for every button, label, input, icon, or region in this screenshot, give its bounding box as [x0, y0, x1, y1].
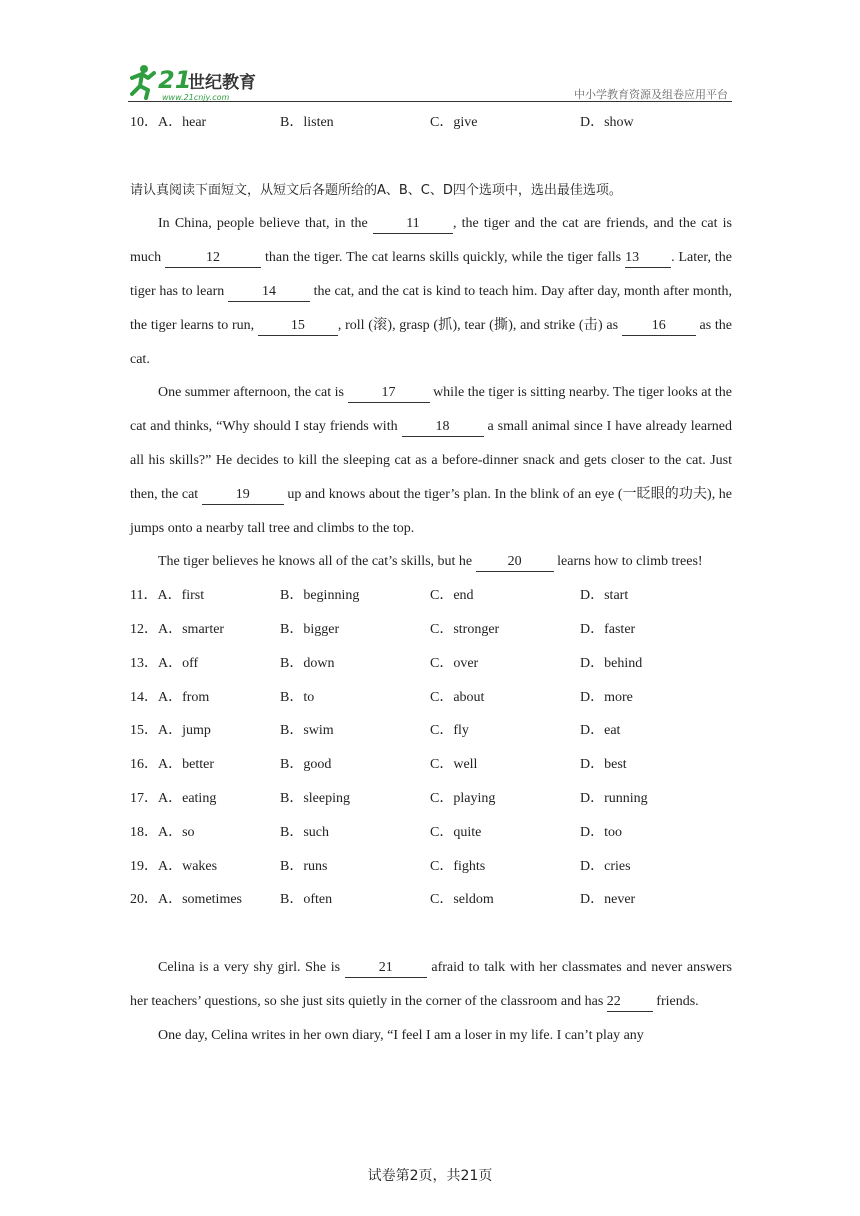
blank-13: 13 [625, 249, 671, 268]
option-d: D．cries [580, 858, 631, 874]
instruction: 请认真阅读下面短文，从短文后各题所给的A、B、C、D四个选项中，选出最佳选项。 [130, 182, 622, 198]
option-b: B．to [280, 689, 315, 705]
option-a: 15．A．jump [130, 723, 211, 739]
option-b: B．runs [280, 858, 328, 874]
option-b: B．beginning [280, 588, 360, 604]
option-a: 19．A．wakes [130, 858, 218, 874]
question-18 [130, 816, 732, 850]
option-d: D．eat [580, 723, 621, 739]
blank-16: 16 [622, 317, 696, 336]
passage1-paragraph3: The tiger believes he knows all of the cat’s skills, but he 20 learns how to climb trees! [130, 545, 732, 579]
option-d: D．more [580, 689, 633, 705]
option-a: 16．A．better [130, 757, 214, 773]
option-a: 17．A．eating [130, 790, 217, 806]
option-c: C．seldom [430, 892, 494, 908]
option-b: B．sleeping [280, 790, 350, 806]
option-b: B．swim [280, 723, 334, 739]
option-a: 14．A．from [130, 689, 210, 705]
option-d: D．faster [580, 621, 636, 637]
option-c: C．give [430, 115, 478, 130]
passage1-paragraph1: In China, people believe that, in the 11 , the tiger and the cat are friends, and the cat is much 12 than the tiger. The cat learns skills quickly, while the tiger falls 13 . Later, the tiger has to learn 14 the cat, and the cat is kind to teach him. Day after day, month after month, the tiger learns to run, 15 , roll (滚), grasp (抓), tear (撕), and strike (击) as 16 as the cat. [130, 216, 732, 367]
platform-name: 中小学教育资源及组卷应用平台 [574, 88, 728, 101]
blank-15: 15 [258, 317, 338, 336]
blank-17: 17 [348, 384, 430, 403]
option-b: B．bigger [280, 621, 340, 637]
option-c: C．quite [430, 824, 482, 840]
passage1-paragraph2: One summer afternoon, the cat is 17 while the tiger is sitting nearby. The tiger looks at the cat and thinks, “Why should I stay friends with 18 a small animal since I have already learned all his skills?” He decides to kill the sleeping cat as a before-dinner snack and gets closer to the cat. Just then, the cat 19 up and knows about the tiger’s plan. In the blink of an eye (一眨眼的功夫), he jumps onto a nearby tall tree and climbs to the top. [130, 385, 732, 536]
option-c: C．about [430, 689, 485, 705]
svg-text:21: 21 [158, 66, 192, 94]
option-a: 13．A．off [130, 655, 199, 671]
page-content [130, 106, 732, 1052]
question-10 [130, 106, 732, 140]
option-d: D．behind [580, 655, 643, 671]
option-a: 18．A．so [130, 824, 195, 840]
option-b: B．good [280, 757, 332, 773]
logo [128, 62, 278, 102]
option-c: C．over [430, 655, 479, 671]
blank-18: 18 [402, 418, 484, 437]
passage2-paragraph1: Celina is a very shy girl. She is 21 afraid to talk with her classmates and never answers her teachers’ questions, so she just sits quietly in the corner of the classroom and has 22 friends. [130, 951, 732, 1019]
question-16 [130, 748, 732, 782]
option-a: 11．A．first [130, 588, 205, 604]
question-11 [130, 579, 732, 613]
option-d: D．show [580, 115, 634, 130]
svg-text:世纪教育: 世纪教育 [188, 73, 256, 93]
question-15 [130, 714, 732, 748]
blank-19: 19 [202, 486, 284, 505]
blank-21: 21 [345, 959, 427, 978]
passage2-paragraph2: One day, Celina writes in her own diary, “I feel I am a loser in my life. I can’t play any [158, 1027, 644, 1043]
option-a: 12．A．smarter [130, 621, 225, 637]
option-b: B．down [280, 655, 335, 671]
question-20 [130, 883, 732, 917]
option-d: D．running [580, 790, 648, 806]
question-12 [130, 613, 732, 647]
blank-22: 22 [607, 993, 653, 1012]
option-c: C．fights [430, 858, 486, 874]
page-header [128, 58, 732, 104]
option-c: C．end [430, 588, 474, 604]
option-b: B．such [280, 824, 329, 840]
question-14 [130, 681, 732, 715]
question-13 [130, 647, 732, 681]
option-b: B．often [280, 892, 333, 908]
blank-20: 20 [476, 553, 554, 572]
option-c: C．stronger [430, 621, 500, 637]
header-divider [128, 101, 732, 102]
option-c: C．playing [430, 790, 496, 806]
option-c: C．well [430, 757, 478, 773]
option-a: 20．A．sometimes [130, 892, 242, 908]
page-footer: 试卷第2页，共21页 [367, 1168, 493, 1184]
logo-runner-icon [128, 62, 278, 102]
blank-11: 11 [373, 215, 453, 234]
question-list [130, 579, 732, 917]
blank-14: 14 [228, 283, 310, 302]
option-d: D．start [580, 588, 629, 604]
option-d: D．too [580, 824, 622, 840]
question-19 [130, 850, 732, 884]
option-d: D．never [580, 892, 636, 908]
option-b: B．listen [280, 115, 334, 130]
svg-text:www.21cnjy.com: www.21cnjy.com [162, 93, 230, 102]
option-d: D．best [580, 757, 627, 773]
option-a: 10．A．hear [130, 115, 207, 130]
blank-12: 12 [165, 249, 261, 268]
question-17 [130, 782, 732, 816]
option-c: C．fly [430, 723, 469, 739]
